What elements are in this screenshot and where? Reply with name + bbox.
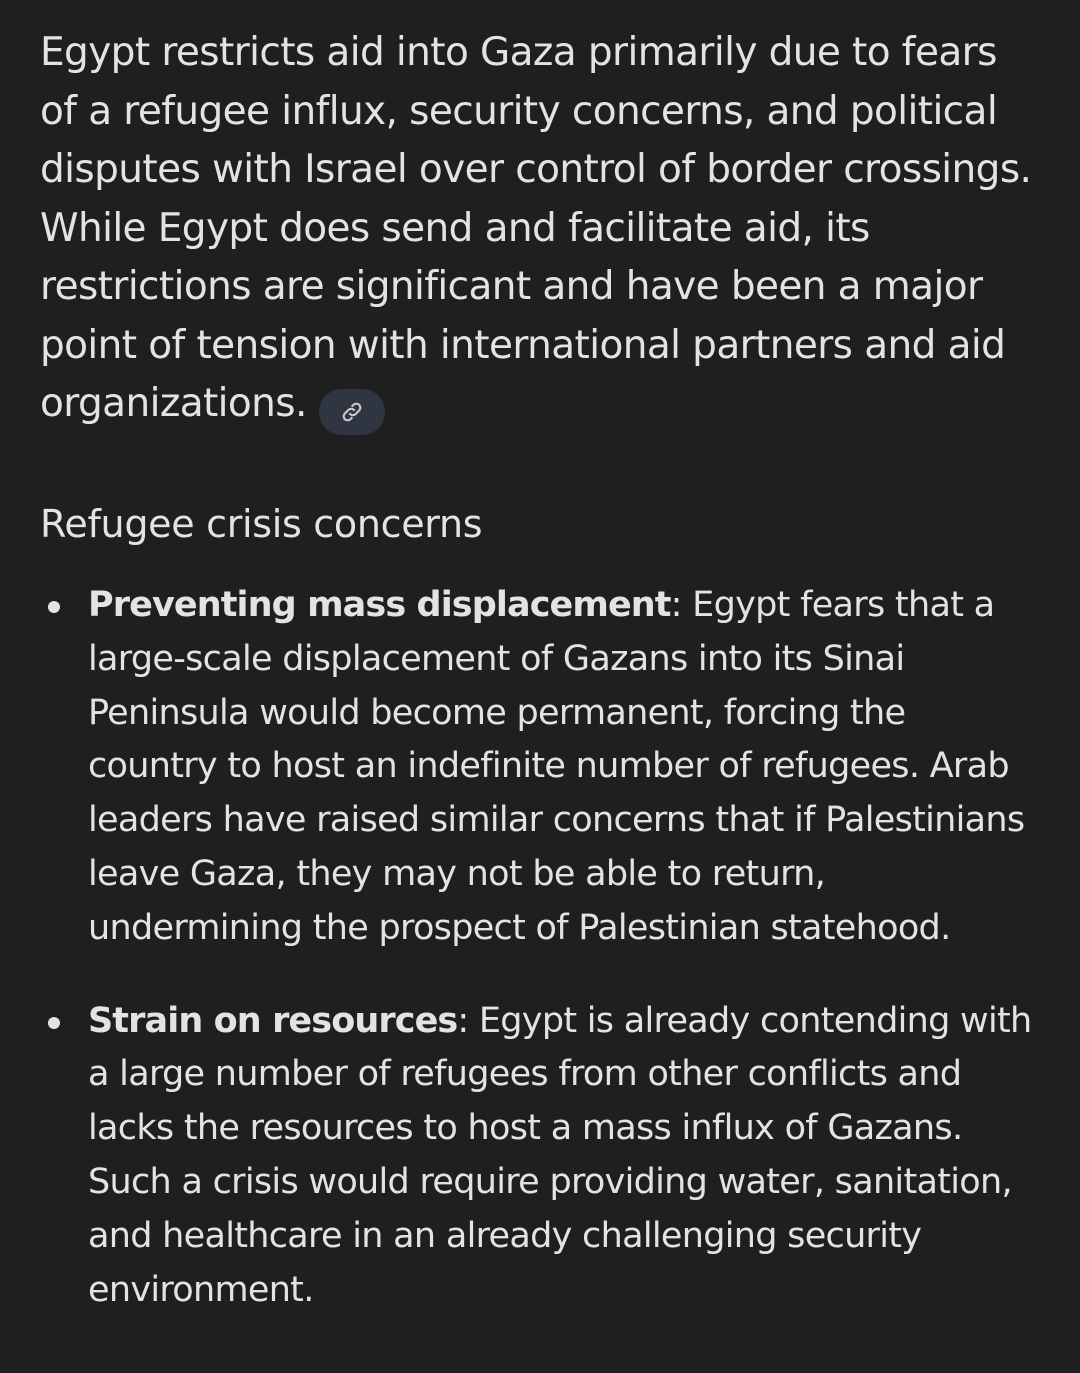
bullet-title: Preventing mass displacement [88,585,671,625]
bullet-text: Egypt is already contending with a large number of refugees from other conflicts and lacks the resources to host a mass influx of Gazans. Such a crisis would require providing water, sanitation, and healthcare in an already challenging security environment. [88,1000,1032,1310]
link-icon [340,400,364,424]
source-link-chip[interactable] [319,389,385,435]
bullet-separator: : [670,585,693,625]
bullet-text: Egypt fears that a large-scale displacement of Gazans into its Sinai Peninsula would become permanent, forcing the country to host an indefinite number of refugees. Arab leaders have raised similar concerns that if Palestinians leave Gaza, they may not be able to return, undermining the prospect of Palestinian statehood. [88,585,1025,948]
intro-text: Egypt restricts aid into Gaza primarily due to fears of a refugee influx, security concerns, and political disputes with Israel over control of border crossings. While Egypt does send and facilitate aid, its restrictions are significant and have been a major point of tension with international partners and aid organizations. [40,30,1032,426]
section-heading: Refugee crisis concerns [40,502,483,546]
intro-paragraph [40,24,1040,435]
bullet-dot [48,601,60,613]
list-item [40,995,1040,1318]
concerns-list [40,579,1040,1317]
list-item [40,579,1040,956]
bullet-dot [48,1017,60,1029]
bullet-separator: : [457,1000,479,1041]
bullet-title: Strain on resources [88,1000,458,1041]
